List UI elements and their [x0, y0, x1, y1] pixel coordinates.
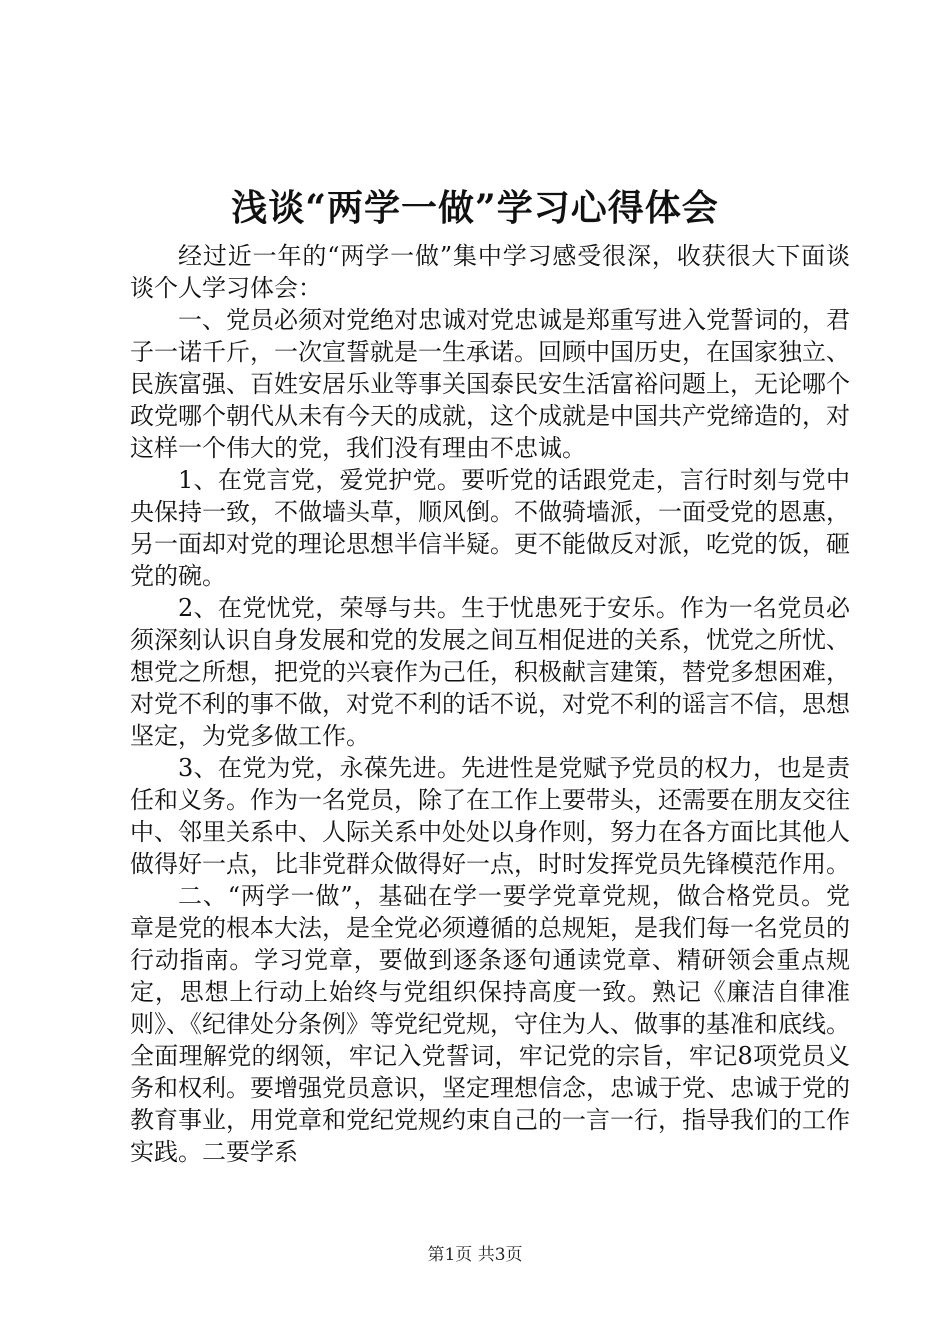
document-body	[130, 240, 850, 1168]
paragraph-section-1: 一、党员必须对党绝对忠诚对党忠诚是郑重写进入党誓词的，君子一诺千斤，一次宣誓就是一生承诺。回顾中国历史，在国家独立、民族富强、百姓安居乐业等事关国泰民安生活富裕问题上，无论哪个政党哪个朝代从未有今天的成就，这个成就是中国共产党缔造的，对这样一个伟大的党，我们没有理由不忠诚。	[130, 306, 850, 462]
paragraph-intro: 经过近一年的“两学一做”集中学习感受很深，收获很大下面谈谈个人学习体会：	[130, 242, 850, 302]
paragraph-point-3: 3、在党为党，永葆先进。先进性是党赋予党员的权力，也是责任和义务。作为一名党员，除了在工作上要带头，还需要在朋友交往中、邻里关系中、人际关系中处处以身作则，努力在各方面比其他人做得好一点，比非党群众做得好一点，时时发挥党员先锋模范作用。	[130, 754, 850, 878]
document-title: 浅谈“两学一做”学习心得体会	[231, 187, 719, 229]
page-footer: 第1页 共3页	[427, 1245, 523, 1265]
paragraph-point-2: 2、在党忧党，荣辱与共。生于忧患死于安乐。作为一名党员必须深刻认识自身发展和党的发展之间互相促进的关系，忧党之所忧、想党之所想，把党的兴衰作为己任，积极献言建策，替党多想困难，对党不利的事不做，对党不利的话不说，对党不利的谣言不信，思想坚定，为党多做工作。	[130, 594, 850, 750]
paragraph-section-2: 二、“两学一做”，基础在学一要学党章党规，做合格党员。党章是党的根本大法，是全党必须遵循的总规矩，是我们每一名党员的行动指南。学习党章，要做到逐条逐句通读党章、精研领会重点规定，思想上行动上始终与党组织保持高度一致。熟记《廉洁自律准则》、《纪律处分条例》等党纪党规，守住为人、做事的基准和底线。全面理解党的纲领，牢记入党誓词，牢记党的宗旨，牢记8项党员义务和权利。要增强党员意识，坚定理想信念，忠诚于党、忠诚于党的教育事业，用党章和党纪党规约束自己的一言一行，指导我们的工作实践。二要学系	[130, 882, 850, 1166]
paragraph-point-1: 1、在党言党，爱党护党。要听党的话跟党走，言行时刻与党中央保持一致，不做墙头草，顺风倒。不做骑墙派，一面受党的恩惠，另一面却对党的理论思想半信半疑。更不能做反对派，吃党的饭，砸党的碗。	[130, 466, 850, 590]
